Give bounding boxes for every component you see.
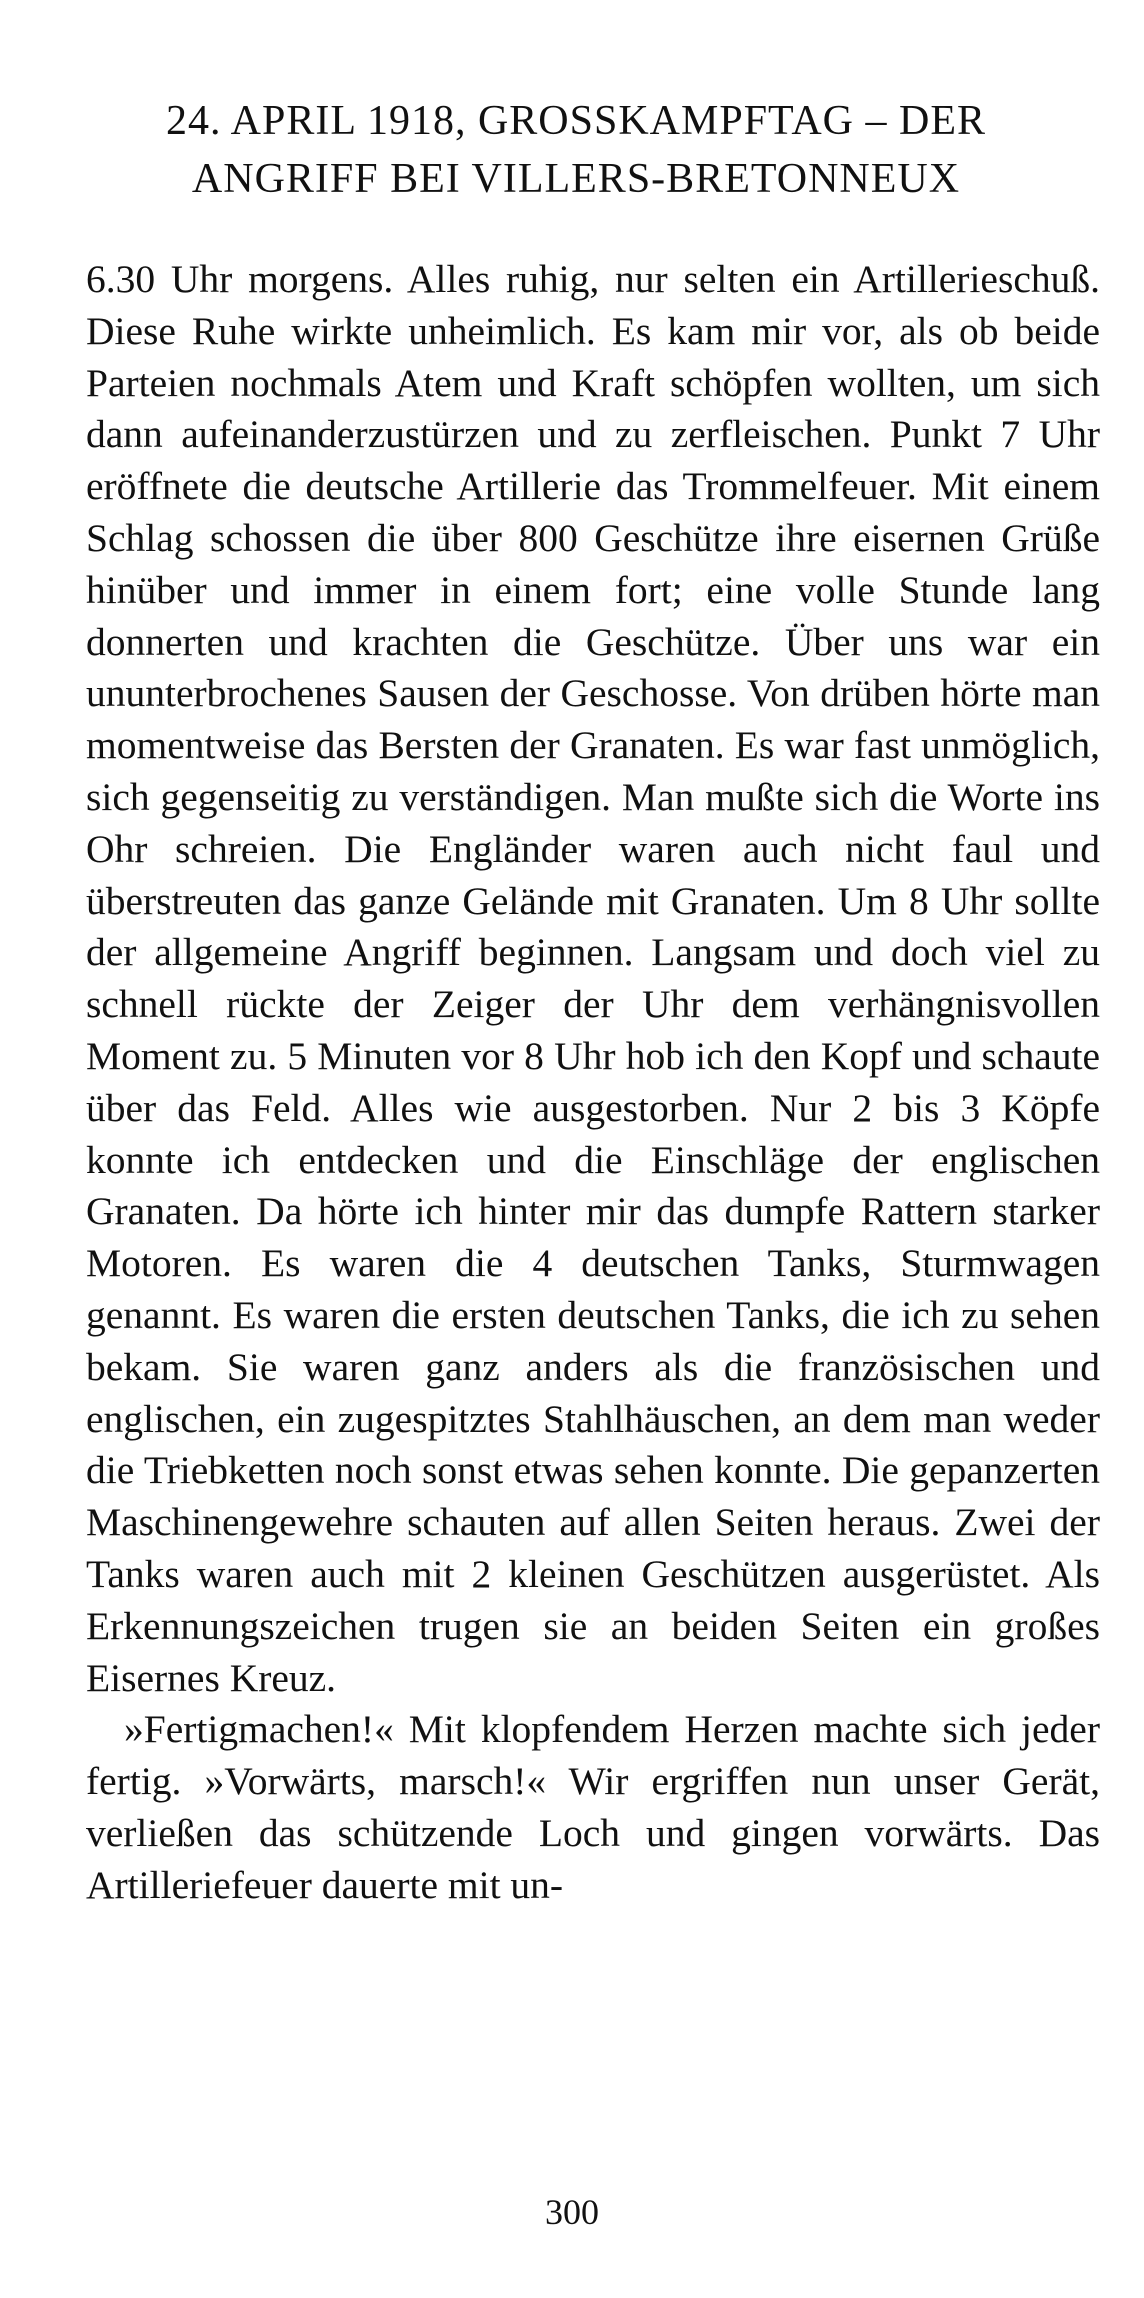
paragraph: 6.30 Uhr morgens. Alles ruhig, nur selten ein Artillerieschuß. Diese Ruhe wirkte unheimlich. Es kam mir vor, als ob beide Parteien nochmals Atem und Kraft schöpfen wollten, um sich dann aufeinanderzustürzen und zu zerfleischen. Punkt 7 Uhr eröffnete die deutsche Artillerie das Trommelfeuer. Mit einem Schlag schossen die über 800 Geschütze ihre eisernen Grüße hinüber und immer in einem fort; eine volle Stunde lang donnerten und krachten die Geschütze. Über uns war ein ununterbrochenes Sausen der Geschosse. Von drüben hörte man momentweise das Bersten der Granaten. Es war fast unmöglich, sich gegenseitig zu verständigen. Man mußte sich die Worte ins Ohr schreien. Die Engländer waren auch nicht faul und überstreuten das ganze Gelände mit Granaten. Um 8 Uhr sollte der allgemeine Angriff beginnen. Langsam und doch viel zu schnell rückte der Zeiger der Uhr dem verhängnisvollen Moment zu. 5 Minuten vor 8 Uhr hob ich den Kopf und schaute über das Feld. Alles wie ausgestorben. Nur 2 bis 3 Köpfe konnte ich entdecken und die Einschläge der englischen Granaten. Da hörte ich hinter mir das dumpfe Rattern starker Motoren. Es waren die 4 deutschen Tanks, Sturmwagen genannt. Es waren die ersten deutschen Tanks, die ich zu sehen bekam. Sie waren ganz anders als die französischen und englischen, ein zugespitztes Stahlhäuschen, an dem man weder die Triebketten noch sonst etwas sehen konnte. Die gepanzerten Maschinengewehre schauten auf allen Seiten heraus. Zwei der Tanks waren auch mit 2 kleinen Geschützen ausgerüstet. Als Erkennungszeichen trugen sie an beiden Seiten ein großes Eisernes Kreuz. — [86, 257, 1100, 1700]
chapter-heading — [86, 92, 1066, 208]
body-text — [86, 254, 1100, 1912]
chapter-heading-line-1: 24. APRIL 1918, GROSSKAMPFTAG – DER — [165, 98, 987, 144]
page-number: 300 — [545, 2192, 599, 2232]
paragraph: »Fertigmachen!« Mit klopfendem Herzen machte sich jeder fertig. »Vorwärts, marsch!« Wir ergriffen nun unser Gerät, verließen das schützende Loch und gingen vorwärts. Das Artilleriefeuer dauerte mit un- — [86, 1707, 1100, 1907]
chapter-heading-line-2: ANGRIFF BEI VILLERS-BRETONNEUX — [191, 156, 961, 202]
